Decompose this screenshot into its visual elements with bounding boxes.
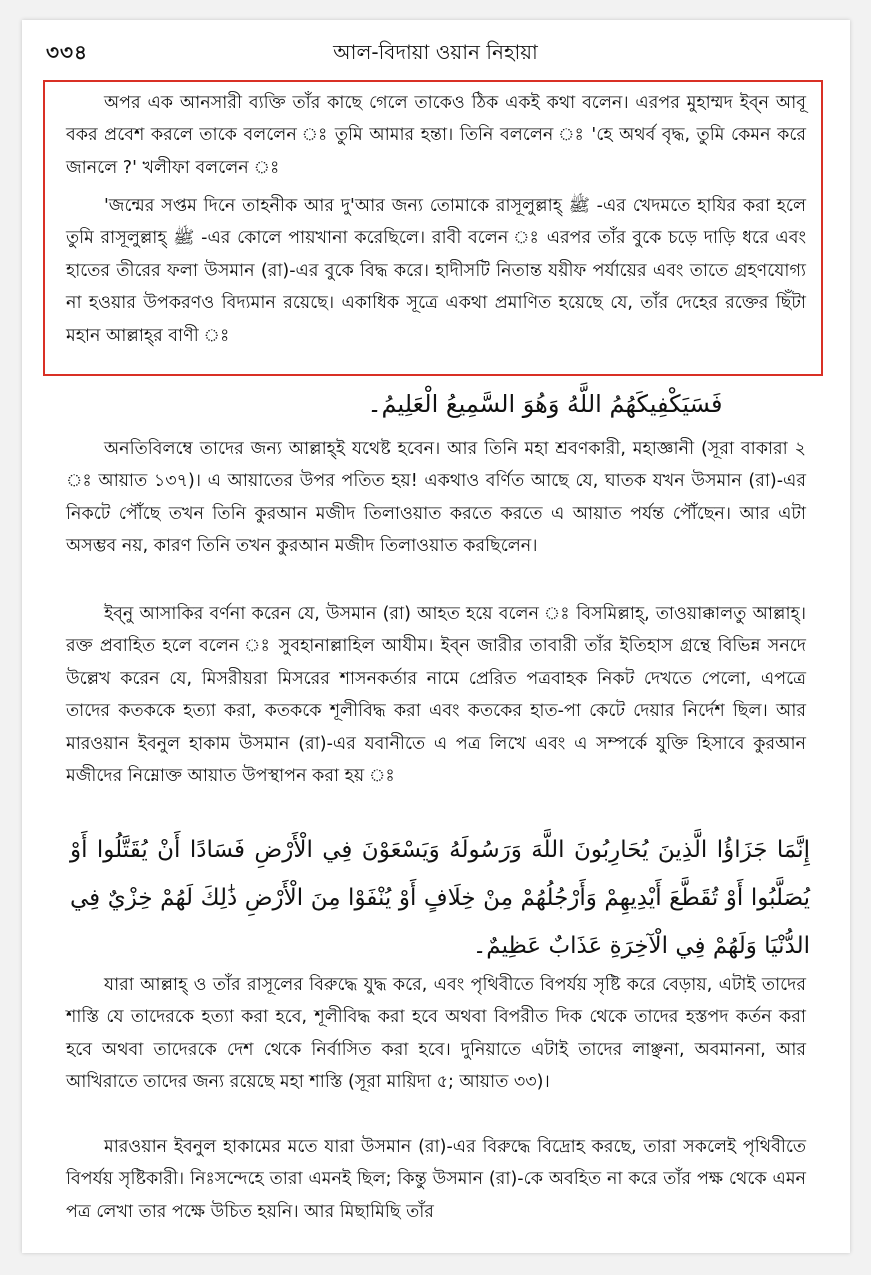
running-title: আল-বিদায়া ওয়ান নিহায়া — [333, 40, 538, 64]
paragraph-4: ইব্‌নু আসাকির বর্ণনা করেন যে, উসমান (রা) আহত হয়ে বলেন ঃ বিসমিল্লাহ্‌, তাওয়াক্কালতু আল্লাহ্‌। রক্ত প্রবাহিত হলে বলেন ঃ সুবহানাল্লাহিল আযীম। ইব্‌ন জারীর তাবারী তাঁর ইতিহাস গ্রন্থে বিভিন্ন সনদে উল্লেখ করেন যে, মিসরীয়রা মিসরের শাসনকর্তার নামে প্রেরিত পত্রবাহক নিকট দেখতে পেলো, এপত্রে তাদের কতককে হত্যা করা, কতককে শূলীবিদ্ধ করা এবং কতকের হাত-পা কেটে দেয়ার নির্দেশ ছিল। আর মারওয়ান ইবনুল হাকাম উসমান (রা)-এর যবানীতে এ পত্র লিখে এবং এ সম্পর্কে যুক্তি হিসাবে কুরআন মজীদের নিম্নোক্ত আয়াত উপস্থাপন করা হয় ঃ — [66, 604, 806, 787]
paragraph-1: অপর এক আনসারী ব্যক্তি তাঁর কাছে গেলে তাকেও ঠিক একই কথা বলেন। এরপর মুহাম্মদ ইব্‌ন আবূ বকর প্রবেশ করলে তাকে বললেন ঃ তুমি আমার হন্তা। তিনি বললেন ঃ 'হে অথর্ব বৃদ্ধ, তুমি কেমন করে জানলে ?' খলীফা বললেন ঃ — [66, 93, 806, 178]
paragraph-6: মারওয়ান ইবনুল হাকামের মতে যারা উসমান (রা)-এর বিরুদ্ধে বিদ্রোহ করছে, তারা সকলেই পৃথিবীতে বিপর্যয় সৃষ্টিকারী। নিঃসন্দেহে তারা এমনই ছিল; কিন্তু উসমান (রা)-কে অবহিত না করে তাঁর পক্ষ থেকে এমন পত্র লেখা তার পক্ষে উচিত হয়নি। আর মিছামিছি তাঁর — [66, 1137, 806, 1222]
paragraph-5: যারা আল্লাহ্ ও তাঁর রাসূলের বিরুদ্ধে যুদ্ধ করে, এবং পৃথিবীতে বিপর্যয় সৃষ্টি করে বেড়ায়, এটাই তাদের শাস্তি যে তাদেরকে হত্যা করা হবে, শূলীবিদ্ধ করা হবে অথবা বিপরীত দিক থেকে তাদের হস্তপদ কর্তন করা হবে অথবা তাদেরকে দেশ থেকে নির্বাসিত করা হবে। দুনিয়াতে এটাই তাদের লাঞ্ছনা, অবমাননা, আর আখিরাতে তাদের জন্য রয়েছে মহা শাস্তি (সূরা মায়িদা ৫; আয়াত ৩৩)। — [66, 975, 806, 1093]
page-number: ৩৩৪ — [46, 40, 88, 64]
paragraph-2: 'জন্মের সপ্তম দিনে তাহনীক আর দু'আর জন্য তোমাকে রাসূলুল্লাহ্ ﷺ -এর খেদমতে হাযির করা হলে তুমি রাসূলুল্লাহ্ ﷺ -এর কোলে পায়খানা করেছিলে। রাবী বলেন ঃ এরপর তাঁর বুকে চড়ে দাড়ি ধরে এবং হাতের তীরের ফলা উসমান (রা)-এর বুকে বিদ্ধ করে। হাদীসটি নিতান্ত যয়ীফ পর্যায়ের এবং তাতে গ্রহণযোগ্য না হওয়ার উপকরণও বিদ্যমান রয়েছে। একাধিক সূত্রে একথা প্রমাণিত হয়েছে যে, তাঁর দেহের রক্তের ছিঁটা মহান আল্লাহ্‌র বাণী ঃ — [66, 196, 806, 346]
arabic-verse-2: إِنَّمَا جَزَاؤُا الَّذِينَ يُحَارِبُونَ اللَّهَ وَرَسُولَهُ وَيَسْعَوْنَ فِي الْأَرْضِ فَسَادًا أَنْ يُقَتَّلُوا أَوْ يُصَلَّبُوا أَوْ تُقَطَّعَ أَيْدِيهِمْ وَأَرْجُلُهُمْ مِنْ خِلَافٍ أَوْ يُنْفَوْا مِنَ الْأَرْضِ ذَٰلِكَ لَهُمْ خِزْيٌ فِي الدُّنْيَا وَلَهُمْ فِي الْآخِرَةِ عَذَابٌ عَظِيمٌ۔ — [70, 837, 810, 959]
paragraph-3: অনতিবিলম্বে তাদের জন্য আল্লাহ্ই যথেষ্ট হবেন। আর তিনি মহা শ্রবণকারী, মহাজ্ঞানী (সূরা বাকারা ২ ঃ আয়াত ১৩৭)। এ আয়াতের উপর পতিত হয়! একথাও বর্ণিত আছে যে, ঘাতক যখন উসমান (রা)-এর নিকটে পৌঁছে তখন তিনি কুরআন মজীদ তিলাওয়াত করতে করতে এ আয়াত পর্যন্ত পৌঁছেন। আর এটা অসম্ভব নয়, কারণ তিনি তখন কুরআন মজীদ তিলাওয়াত করছিলেন। — [66, 439, 806, 557]
arabic-verse-1: فَسَيَكْفِيكَهُمُ اللَّهُ وَهُوَ السَّمِيعُ الْعَلِيمُ۔ — [367, 390, 723, 418]
